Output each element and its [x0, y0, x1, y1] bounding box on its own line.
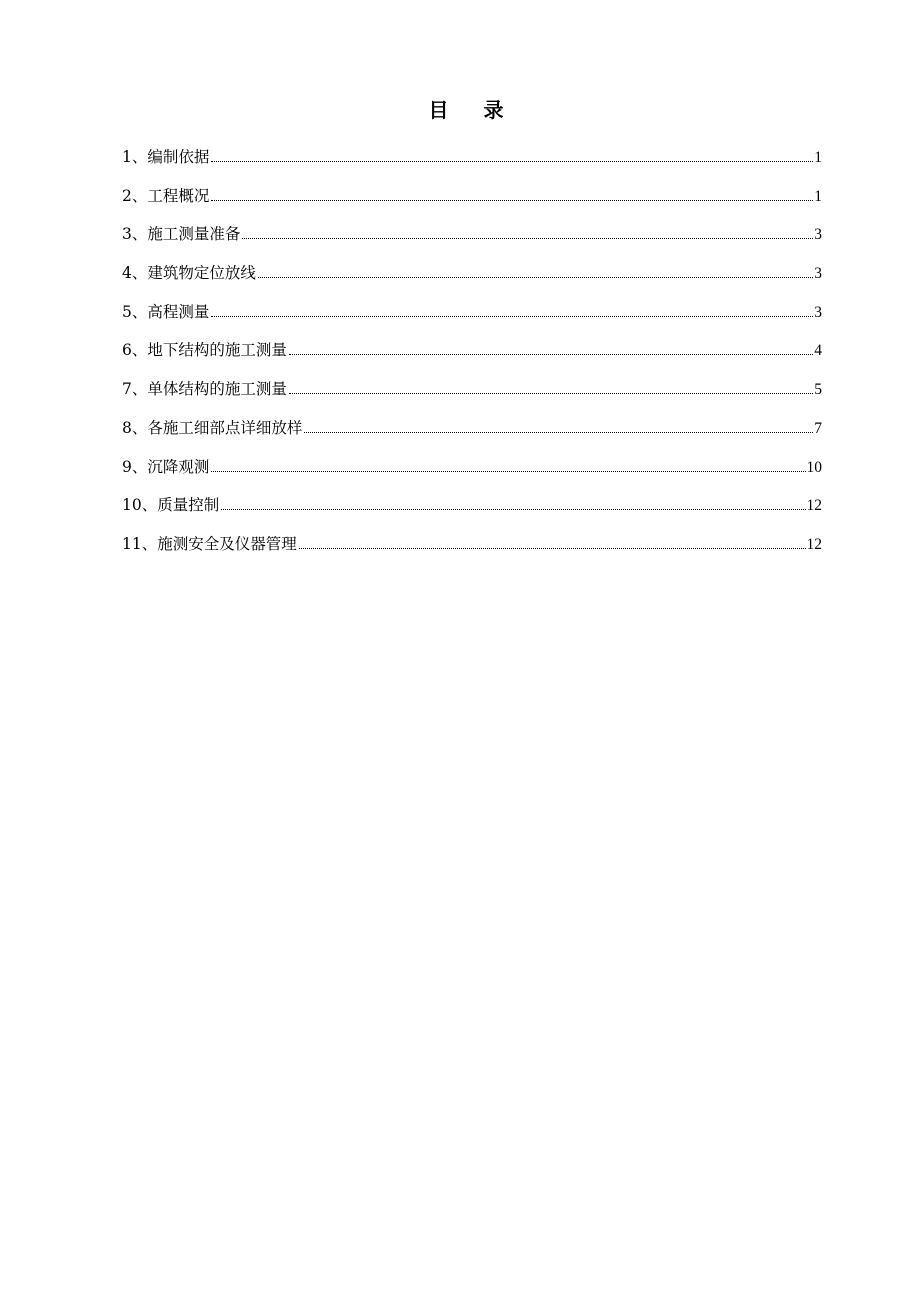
toc-entry[interactable]	[122, 261, 822, 300]
toc-entry-separator: 、	[131, 264, 148, 283]
toc-entry-page: 12	[806, 497, 822, 515]
toc-entry[interactable]	[122, 338, 822, 377]
toc-entry-label: 地下结构的施工测量	[147, 341, 287, 360]
toc-entry-page: 1	[814, 149, 822, 166]
toc-dot-leader	[304, 431, 813, 433]
toc-entry-page: 12	[806, 535, 822, 553]
toc-entry-separator: 、	[131, 341, 148, 360]
toc-entry-separator: 、	[141, 534, 158, 553]
toc-dot-leader	[258, 276, 813, 278]
toc-entry-separator: 、	[131, 302, 148, 321]
toc-entry-separator: 、	[131, 457, 148, 476]
toc-entry-label: 建筑物定位放线	[147, 264, 256, 283]
toc-entry[interactable]	[122, 416, 822, 455]
toc-entry-separator: 、	[131, 148, 148, 166]
toc-entry-number: 4	[122, 264, 132, 283]
toc-entry[interactable]	[122, 222, 822, 261]
toc-entry[interactable]	[122, 377, 822, 416]
toc-entry-number: 5	[122, 302, 132, 321]
toc-dot-leader	[211, 160, 813, 162]
toc-entry-label: 沉降观测	[147, 457, 210, 476]
toc-dot-leader	[211, 199, 813, 201]
toc-entry-separator: 、	[131, 418, 148, 437]
toc-entry-page: 3	[814, 303, 822, 321]
toc-dot-leader	[242, 237, 813, 239]
toc-entry-page: 3	[814, 226, 822, 244]
toc-entry[interactable]	[122, 145, 822, 184]
toc-entry-page: 3	[814, 265, 822, 283]
toc-entry-label: 单体结构的施工测量	[147, 380, 287, 399]
toc-entry-page: 10	[806, 458, 822, 476]
toc-entry-separator: 、	[131, 380, 148, 399]
toc-dot-leader	[211, 315, 813, 317]
toc-entry-page: 1	[814, 187, 822, 205]
toc-entry[interactable]	[122, 493, 822, 532]
toc-entry-number: 8	[122, 418, 132, 437]
toc-entry-number: 2	[122, 186, 132, 205]
toc-dot-leader	[221, 508, 805, 510]
toc-entry-label: 施工测量准备	[147, 225, 241, 244]
toc-entry-label: 施测安全及仪器管理	[157, 534, 297, 553]
toc-dot-leader	[289, 392, 813, 394]
toc-entry-number: 11	[122, 534, 142, 553]
toc-entry-page: 5	[814, 381, 822, 399]
toc-entry-label: 高程测量	[147, 302, 210, 321]
table-of-contents	[122, 145, 822, 571]
toc-entry-label: 工程概况	[147, 186, 210, 205]
toc-dot-leader	[211, 470, 805, 472]
toc-entry-label: 各施工细部点详细放样	[147, 418, 303, 437]
toc-title: 目 录	[428, 98, 518, 122]
toc-entry[interactable]	[122, 455, 822, 494]
toc-entry-number: 7	[122, 380, 132, 399]
toc-entry-label: 质量控制	[157, 496, 220, 515]
toc-entry-number: 3	[122, 225, 132, 244]
toc-entry-page: 4	[814, 342, 822, 360]
toc-entry-number: 6	[122, 341, 132, 360]
toc-entry-page: 7	[814, 419, 822, 437]
toc-dot-leader	[299, 547, 806, 549]
toc-entry-number: 1	[122, 148, 132, 166]
toc-entry-number: 10	[122, 496, 142, 515]
toc-entry[interactable]	[122, 184, 822, 223]
toc-entry-number: 9	[122, 457, 132, 476]
toc-entry[interactable]	[122, 300, 822, 339]
toc-entry[interactable]	[122, 532, 822, 571]
toc-dot-leader	[289, 353, 813, 355]
toc-entry-label: 编制依据	[147, 148, 210, 166]
toc-entry-separator: 、	[141, 496, 158, 515]
toc-entry-separator: 、	[131, 186, 148, 205]
toc-entry-separator: 、	[131, 225, 148, 244]
